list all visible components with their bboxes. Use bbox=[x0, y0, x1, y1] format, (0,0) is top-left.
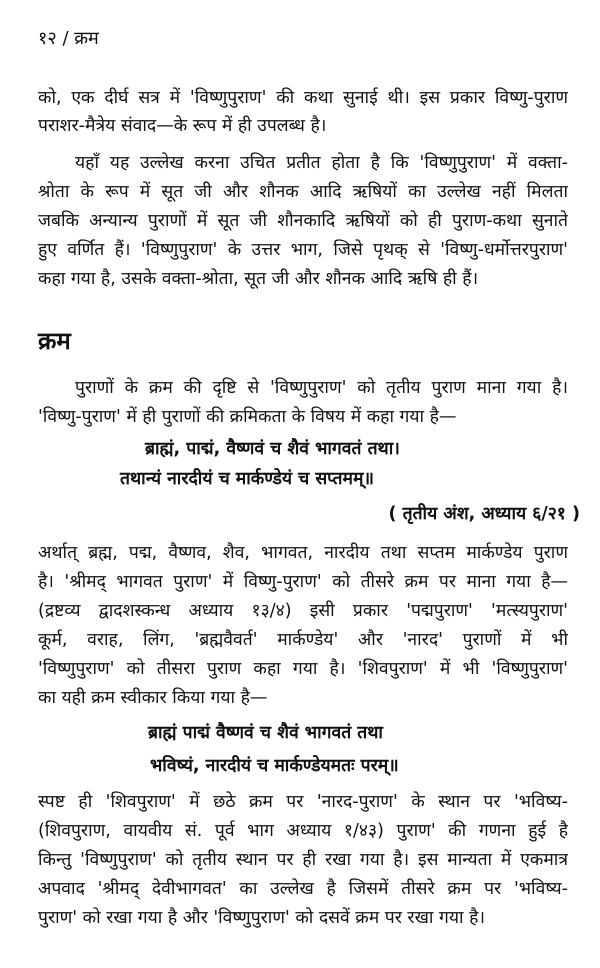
body-line: अपवाद 'श्रीमद् देवीभागवत' का उल्लेख है जिसमें तीसरे क्रम पर 'भविष्य- bbox=[38, 879, 568, 899]
body-line: कहा गया है, उसके वक्ता-श्रोता, सूत जी और शौनक आदि ऋषि ही हैं। bbox=[38, 269, 479, 289]
body-line: 'विष्णु-पुराण' में ही पुराणों की क्रमिकता के विषय में कहा गया है— bbox=[38, 407, 457, 427]
body-line: कूर्म, वराह, लिंग, 'ब्रह्मवैवर्त' मार्कण्डेय' और 'नारद' पुराणों में भी bbox=[38, 630, 568, 650]
body-line: किन्तु 'विष्णुपुराण' को तृतीय स्थान पर ही रखा गया है। इस मान्यता में एकमात्र bbox=[38, 850, 568, 870]
running-header: १२ / क्रम bbox=[38, 28, 99, 49]
body-line: को, एक दीर्घ सत्र में 'विष्णुपुराण' की कथा सुनाई थी। इस प्रकार विष्णु-पुराण bbox=[38, 88, 568, 108]
body-line: यहाँ यह उल्लेख करना उचित प्रतीत होता है कि 'विष्णुपुराण' में वक्ता- bbox=[75, 153, 568, 173]
verse-line: तथान्यं नारदीयं च मार्कण्डेयं च सप्तमम्॥ bbox=[120, 469, 374, 489]
body-line: श्रोता के रूप में सूत जी और शौनक आदि ऋषियों का उल्लेख नहीं मिलता bbox=[38, 182, 568, 202]
body-line: हुए वर्णित हैं। 'विष्णुपुराण' के उत्तर भाग, जिसे पृथक् से 'विष्णु-धर्मोत्तरपुराण' bbox=[38, 240, 568, 260]
verse-line: भविष्यं, नारदीयं च मार्कण्डेयमतः परम्॥ bbox=[150, 756, 399, 776]
body-line: पुराण' को रखा गया है और 'विष्णुपुराण' को दसवें क्रम पर रखा गया है। bbox=[38, 908, 486, 928]
body-line: अर्थात् ब्रह्म, पद्म, वैष्णव, शैव, भागवत, नारदीय तथा सप्तम मार्कण्डेय पुराण bbox=[38, 543, 568, 563]
body-line: है। 'श्रीमद् भागवत पुराण' में विष्णु-पुराण' को तीसरे क्रम पर माना गया है— bbox=[38, 572, 568, 592]
verse-citation: ( तृतीय अंश, अध्याय ६/२१ ) bbox=[388, 504, 580, 524]
body-line: 'विष्णुपुराण' को तीसरा पुराण कहा गया है। 'शिवपुराण' में भी 'विष्णुपुराण' bbox=[38, 659, 568, 679]
body-line: का यही क्रम स्वीकार किया गया है— bbox=[38, 688, 268, 708]
section-heading: क्रम bbox=[38, 327, 71, 355]
verse-line: ब्राह्मं पाद्मं वैष्णवं च शैवं भागवतं तथा bbox=[148, 723, 383, 743]
verse-line: ब्राह्मं, पाद्मं, वैष्णवं च शैवं भागवतं तथा। bbox=[145, 439, 400, 459]
body-line: स्पष्ट ही 'शिवपुराण' में छठे क्रम पर 'नारद-पुराण' के स्थान पर 'भविष्य- bbox=[38, 792, 568, 812]
body-line: पुराणों के क्रम की दृष्टि से 'विष्णुपुराण' को तृतीय पुराण माना गया है। bbox=[75, 378, 568, 398]
body-line: (द्रष्टव्य द्वादशस्कन्ध अध्याय १३/४) इसी प्रकार 'पद्मपुराण' 'मत्स्यपुराण' bbox=[38, 601, 568, 621]
body-line: जबकि अन्यान्य पुराणों में सूत जी शौनकादि ऋषियों को ही पुराण-कथा सुनाते bbox=[38, 211, 568, 231]
body-line: (शिवपुराण, वायवीय सं. पूर्व भाग अध्याय १/४३) पुराण' की गणना हुई है bbox=[38, 821, 568, 841]
body-line: पराशर-मैत्रेय संवाद—के रूप में ही उपलब्ध है। bbox=[38, 116, 327, 136]
